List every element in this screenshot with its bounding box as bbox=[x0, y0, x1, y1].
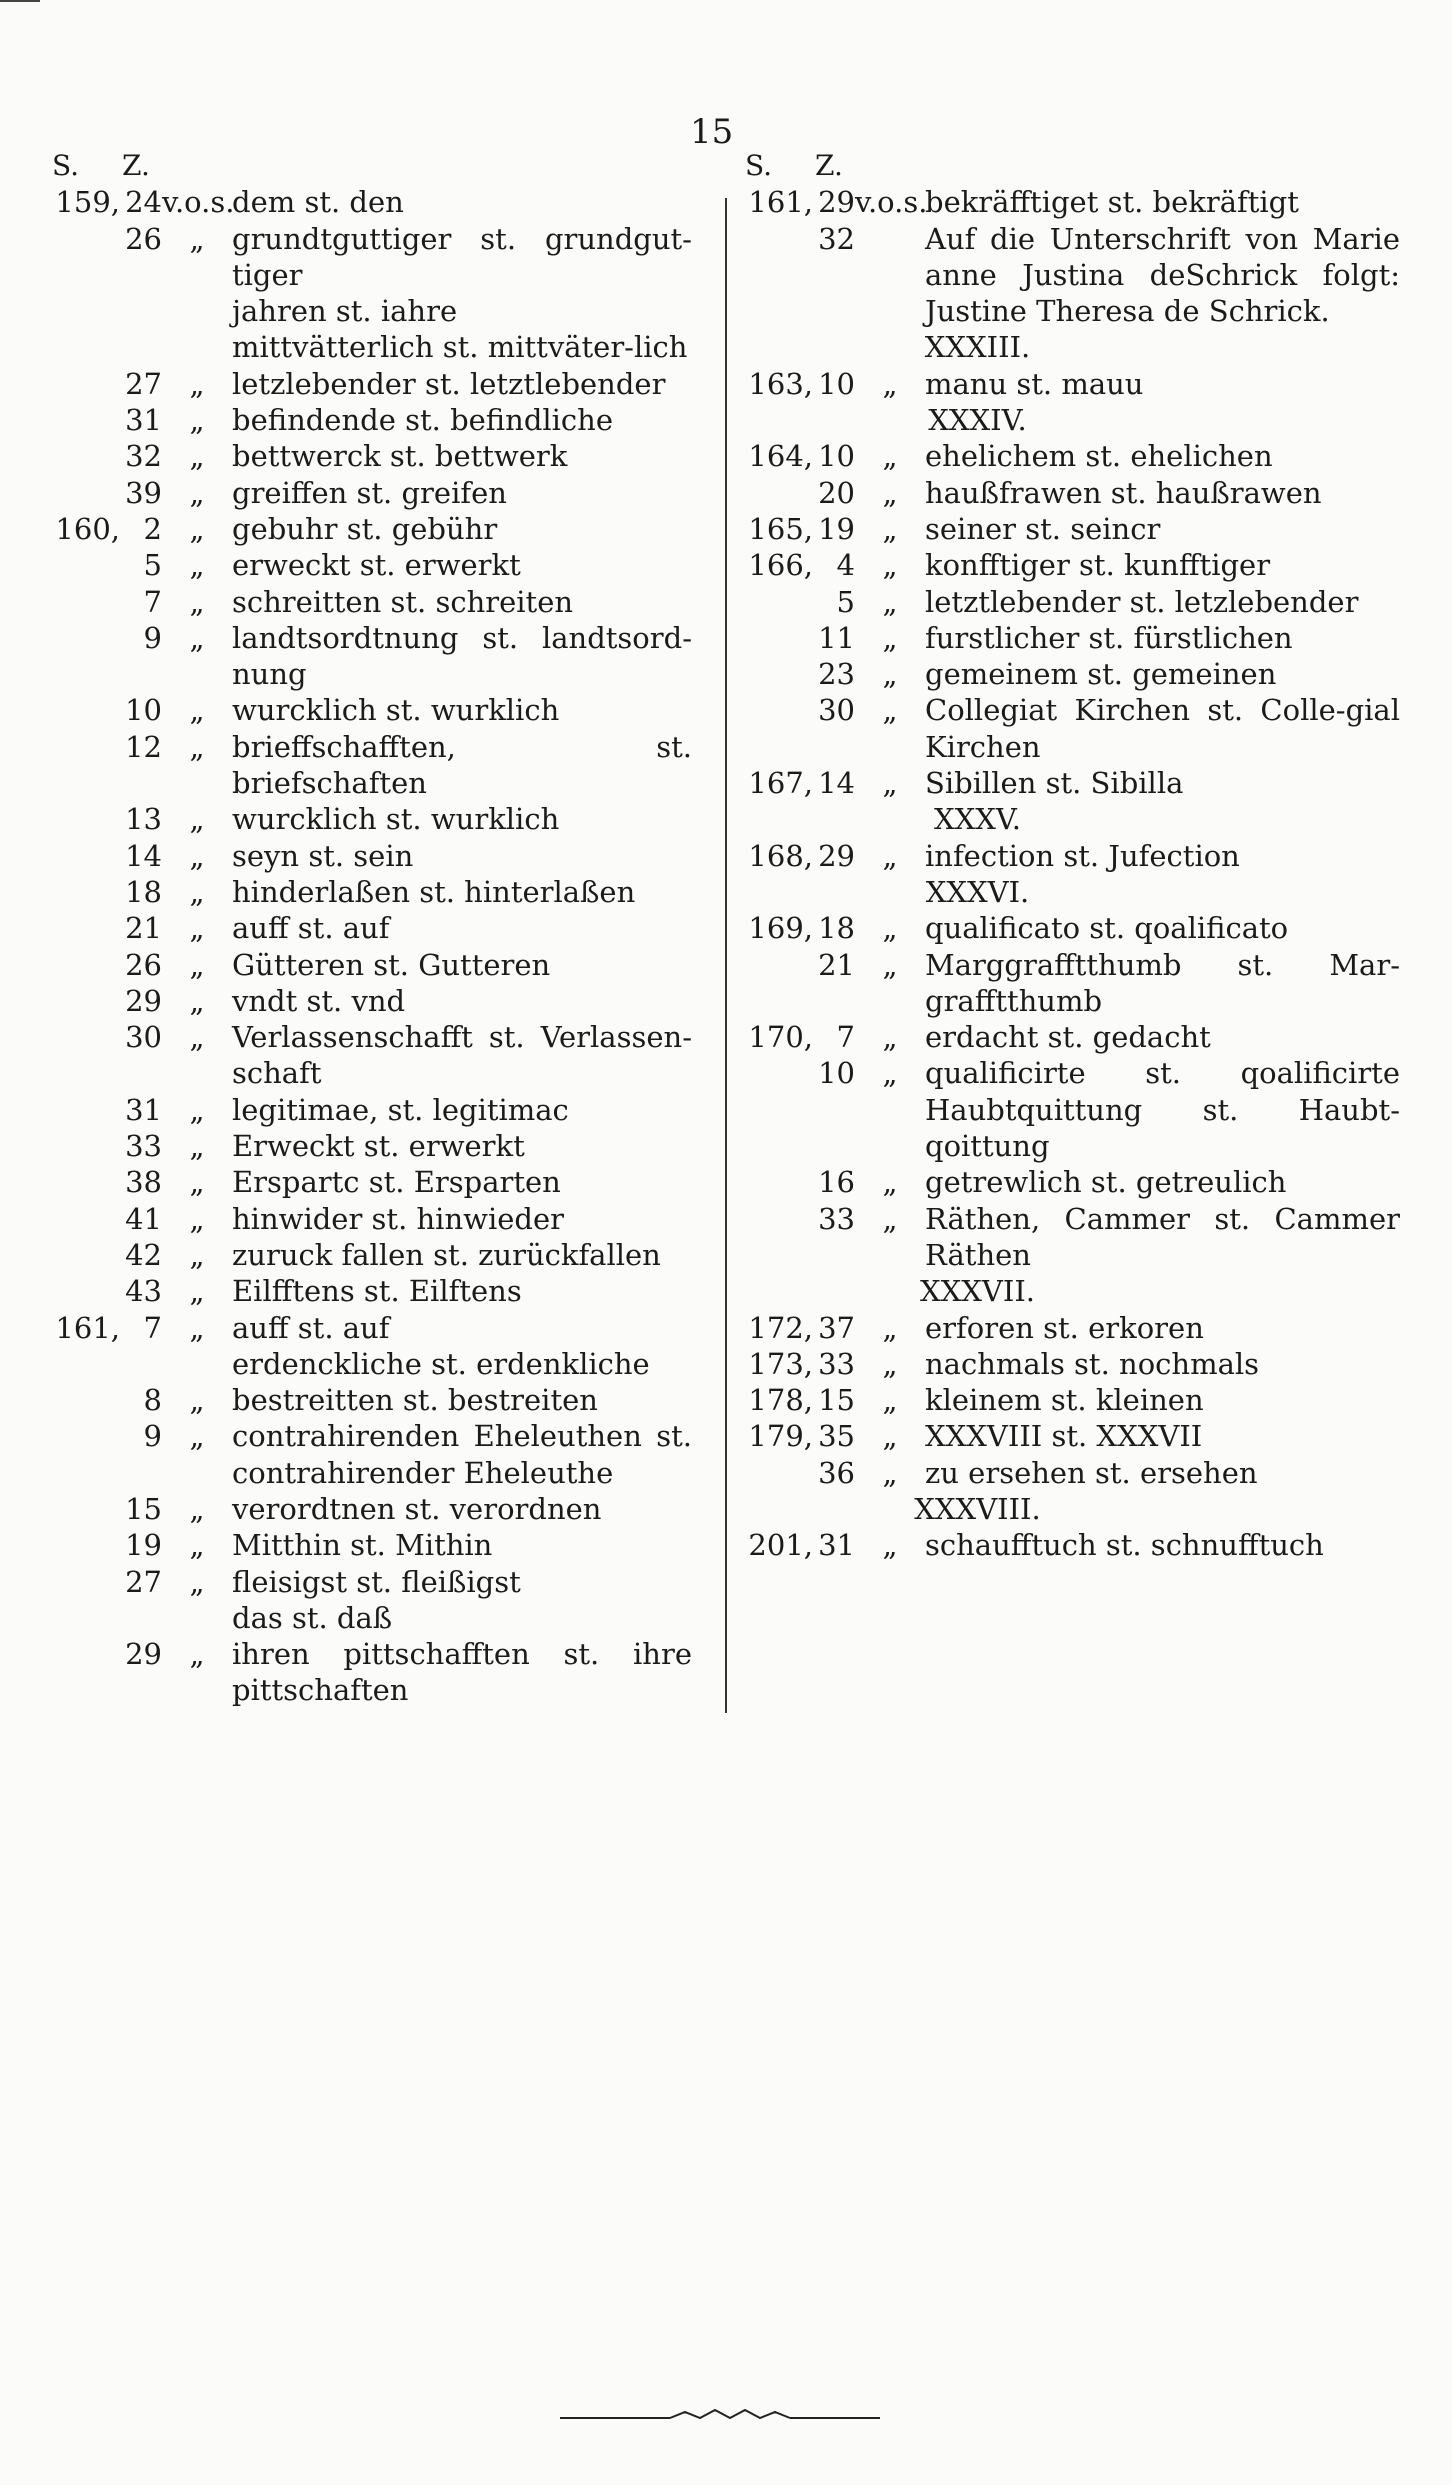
header-zeile: Z. bbox=[122, 149, 150, 182]
line-ref: 18 bbox=[818, 911, 855, 946]
line-ref: 39 bbox=[125, 475, 162, 510]
errata-entry bbox=[745, 1310, 1400, 1346]
line-ref: 14 bbox=[125, 838, 162, 873]
errata-entry bbox=[745, 511, 1400, 547]
correction-text: bestreitten st. bestreiten bbox=[232, 1383, 598, 1418]
line-ref: 8 bbox=[143, 1383, 162, 1418]
line-ref: 37 bbox=[818, 1310, 855, 1345]
line-ref: 23 bbox=[818, 657, 855, 692]
ditto-mark: „ bbox=[189, 1129, 205, 1164]
line-ref: 26 bbox=[125, 221, 162, 256]
line-ref: 9 bbox=[143, 1419, 162, 1454]
line-ref: 30 bbox=[818, 693, 855, 728]
line-ref: 30 bbox=[125, 1020, 162, 1055]
correction-text: erdenckliche st. erdenkliche bbox=[232, 1346, 650, 1381]
section-heading bbox=[745, 1273, 1400, 1309]
errata-column-left bbox=[52, 148, 692, 1709]
ditto-mark: „ bbox=[882, 1056, 898, 1091]
correction-text: wurcklich st. wurklich bbox=[232, 693, 560, 728]
line-ref: 31 bbox=[125, 1092, 162, 1127]
line-ref: 16 bbox=[818, 1165, 855, 1200]
correction-text: befindende st. befindliche bbox=[232, 403, 614, 438]
line-ref: 36 bbox=[818, 1455, 855, 1490]
line-ref: 29 bbox=[818, 185, 855, 220]
line-ref: 32 bbox=[125, 439, 162, 474]
errata-entry bbox=[52, 692, 692, 728]
errata-entry bbox=[745, 620, 1400, 656]
line-ref: 27 bbox=[125, 1564, 162, 1599]
line-ref: 21 bbox=[818, 947, 855, 982]
correction-text: Erweckt st. erwerkt bbox=[232, 1129, 525, 1164]
correction-text: Gütteren st. Gutteren bbox=[232, 947, 551, 982]
correction-text: wurcklich st. wurklich bbox=[232, 802, 560, 837]
errata-entry bbox=[52, 801, 692, 837]
ditto-mark: „ bbox=[882, 1528, 898, 1563]
errata-list-right bbox=[745, 184, 1400, 1563]
ditto-mark: „ bbox=[189, 1419, 205, 1454]
ditto-mark: „ bbox=[189, 548, 205, 583]
correction-text: fleisigst st. fleißigst bbox=[232, 1564, 521, 1599]
errata-entry bbox=[52, 475, 692, 511]
errata-entry bbox=[52, 1600, 692, 1636]
ditto-mark: „ bbox=[189, 1165, 205, 1200]
ditto-mark: „ bbox=[189, 1310, 205, 1345]
line-ref: 4 bbox=[836, 548, 855, 583]
errata-entry bbox=[745, 1418, 1400, 1454]
correction-text: getrewlich st. getreulich bbox=[925, 1165, 1287, 1200]
ditto-mark: „ bbox=[882, 766, 898, 801]
ditto-mark: „ bbox=[882, 693, 898, 728]
line-ref: 35 bbox=[818, 1419, 855, 1454]
errata-entry bbox=[745, 1346, 1400, 1382]
page-ref: 159, bbox=[55, 185, 120, 220]
line-ref: 31 bbox=[125, 403, 162, 438]
page-ref: 163, bbox=[748, 366, 813, 401]
errata-entry bbox=[745, 547, 1400, 583]
errata-entry bbox=[745, 184, 1400, 220]
page-ref: 178, bbox=[748, 1383, 813, 1418]
line-ref: 29 bbox=[818, 838, 855, 873]
correction-text: vndt st. vnd bbox=[232, 983, 406, 1018]
correction-text: letzlebender st. letztlebender bbox=[232, 366, 666, 401]
errata-entry bbox=[52, 1092, 692, 1128]
line-ref: 2 bbox=[143, 511, 162, 546]
ditto-mark: „ bbox=[189, 1020, 205, 1055]
errata-entry bbox=[745, 1455, 1400, 1491]
line-ref: 10 bbox=[818, 1056, 855, 1091]
correction-text: auff st. auf bbox=[232, 1310, 390, 1345]
correction-text: seiner st. seincr bbox=[925, 511, 1161, 546]
ditto-mark: „ bbox=[882, 620, 898, 655]
correction-text: erweckt st. erwerkt bbox=[232, 548, 521, 583]
page-ref: 173, bbox=[748, 1346, 813, 1381]
correction-text: haußfrawen st. haußrawen bbox=[925, 475, 1322, 510]
errata-entry bbox=[745, 765, 1400, 801]
correction-text: bettwerck st. bettwerk bbox=[232, 439, 568, 474]
line-ref: 33 bbox=[818, 1346, 855, 1381]
errata-entry bbox=[52, 1527, 692, 1563]
ditto-mark: „ bbox=[189, 366, 205, 401]
ditto-mark: „ bbox=[189, 1201, 205, 1236]
page-ref: 168, bbox=[748, 838, 813, 873]
correction-text: Mitthin st. Mithin bbox=[232, 1528, 493, 1563]
line-ref: 27 bbox=[125, 366, 162, 401]
line-ref: 42 bbox=[125, 1237, 162, 1272]
correction-text: legitimae, st. legitimac bbox=[232, 1092, 569, 1127]
ditto-mark: „ bbox=[189, 693, 205, 728]
errata-entry bbox=[52, 1128, 692, 1164]
correction-text: Collegiat Kirchen st. Colle-gial Kirchen bbox=[925, 693, 1400, 764]
errata-entry bbox=[745, 692, 1400, 765]
errata-entry bbox=[745, 656, 1400, 692]
ditto-mark: „ bbox=[189, 947, 205, 982]
errata-entry bbox=[52, 1418, 692, 1491]
ditto-mark: „ bbox=[882, 584, 898, 619]
section-heading bbox=[745, 329, 1400, 365]
correction-text: bekräfftiget st. bekräftigt bbox=[925, 185, 1299, 220]
line-ref: 5 bbox=[836, 584, 855, 619]
errata-list-left bbox=[52, 184, 692, 1708]
errata-entry bbox=[52, 366, 692, 402]
correction-text: XXXVIII st. XXXVII bbox=[925, 1419, 1203, 1454]
section-heading bbox=[745, 801, 1400, 837]
line-ref: 12 bbox=[125, 729, 162, 764]
ditto-mark: „ bbox=[189, 874, 205, 909]
ditto-mark: „ bbox=[189, 511, 205, 546]
correction-text: kleinem st. kleinen bbox=[925, 1383, 1204, 1418]
correction-text: mittvätterlich st. mittväter-lich bbox=[232, 330, 688, 365]
line-ref: 5 bbox=[143, 548, 162, 583]
line-ref: 10 bbox=[818, 366, 855, 401]
line-ref: 24 bbox=[125, 185, 162, 220]
ditto-mark: „ bbox=[882, 1419, 898, 1454]
line-ref: 19 bbox=[818, 511, 855, 546]
ditto-mark: „ bbox=[882, 475, 898, 510]
ditto-mark: „ bbox=[882, 1165, 898, 1200]
ditto-mark: „ bbox=[882, 1310, 898, 1345]
line-ref: 10 bbox=[125, 693, 162, 728]
errata-entry bbox=[52, 547, 692, 583]
ditto-mark: „ bbox=[189, 403, 205, 438]
section-numeral: XXXV. bbox=[933, 802, 1022, 837]
errata-entry bbox=[52, 1346, 692, 1382]
ditto-mark: „ bbox=[189, 1274, 205, 1309]
correction-text: hinderlaßen st. hinterlaßen bbox=[232, 874, 636, 909]
correction-text: Auf die Unterschrift von Marie anne Justina deSchrick folgt: Justine Theresa de Schrick. bbox=[925, 221, 1400, 329]
errata-entry bbox=[52, 1564, 692, 1600]
errata-entry bbox=[52, 1237, 692, 1273]
correction-text: konfftiger st. kunfftiger bbox=[925, 548, 1271, 583]
errata-entry bbox=[52, 221, 692, 294]
ditto-mark: „ bbox=[189, 1092, 205, 1127]
correction-text: greiffen st. greifen bbox=[232, 475, 507, 510]
ditto-mark: „ bbox=[882, 548, 898, 583]
errata-entry bbox=[52, 983, 692, 1019]
correction-text: zu ersehen st. ersehen bbox=[925, 1455, 1258, 1490]
errata-entry bbox=[745, 584, 1400, 620]
page-ref: 169, bbox=[748, 911, 813, 946]
errata-entry bbox=[52, 329, 692, 365]
line-ref: 31 bbox=[818, 1528, 855, 1563]
section-numeral: XXXVI. bbox=[925, 874, 1030, 909]
end-ornament bbox=[560, 2406, 880, 2430]
line-ref: 15 bbox=[818, 1383, 855, 1418]
errata-entry bbox=[745, 1055, 1400, 1164]
errata-entry bbox=[745, 438, 1400, 474]
correction-text: jahren st. iahre bbox=[232, 294, 458, 329]
ditto-mark: „ bbox=[189, 1637, 205, 1672]
errata-entry bbox=[52, 402, 692, 438]
correction-text: auff st. auf bbox=[232, 911, 390, 946]
correction-text: ihren pittschafften st. ihre pittschaften bbox=[232, 1637, 692, 1708]
ditto-mark: „ bbox=[882, 439, 898, 474]
correction-text: erforen st. erkoren bbox=[925, 1310, 1204, 1345]
correction-text: verordtnen st. verordnen bbox=[232, 1491, 602, 1526]
correction-text: qualificirte st. qoalificirte Haubtquittung st. Haubt-qoittung bbox=[925, 1056, 1400, 1164]
section-numeral: XXXVII. bbox=[919, 1274, 1035, 1309]
ditto-mark: „ bbox=[189, 911, 205, 946]
section-numeral: XXXIII. bbox=[924, 330, 1031, 365]
line-ref: 11 bbox=[818, 620, 855, 655]
line-ref: 32 bbox=[818, 221, 855, 256]
line-ref: 29 bbox=[125, 983, 162, 1018]
correction-text: nachmals st. nochmals bbox=[925, 1346, 1260, 1381]
line-ref: 14 bbox=[818, 766, 855, 801]
line-ref: 21 bbox=[125, 911, 162, 946]
ditto-mark: „ bbox=[882, 838, 898, 873]
correction-text: furstlicher st. fürstlichen bbox=[925, 620, 1293, 655]
ditto-mark: „ bbox=[882, 511, 898, 546]
line-ref: 7 bbox=[143, 584, 162, 619]
errata-entry bbox=[52, 947, 692, 983]
section-numeral: XXXIV. bbox=[928, 403, 1027, 438]
line-ref: 15 bbox=[125, 1491, 162, 1526]
errata-entry bbox=[745, 910, 1400, 946]
correction-text: schreitten st. schreiten bbox=[232, 584, 574, 619]
ditto-mark: „ bbox=[189, 1237, 205, 1272]
errata-entry bbox=[52, 1273, 692, 1309]
ditto-mark: „ bbox=[882, 1383, 898, 1418]
errata-entry bbox=[52, 729, 692, 802]
ditto-mark: „ bbox=[882, 911, 898, 946]
correction-text: gemeinem st. gemeinen bbox=[925, 657, 1277, 692]
ditto-mark: „ bbox=[882, 1201, 898, 1236]
ditto-mark: „ bbox=[189, 1491, 205, 1526]
page-ref: 167, bbox=[748, 766, 813, 801]
correction-text: seyn st. sein bbox=[232, 838, 414, 873]
correction-text: qualificato st. qoalificato bbox=[925, 911, 1289, 946]
line-ref: 19 bbox=[125, 1528, 162, 1563]
errata-entry bbox=[745, 1164, 1400, 1200]
errata-entry bbox=[52, 874, 692, 910]
correction-text: zuruck fallen st. zurückfallen bbox=[232, 1237, 661, 1272]
page-ref: 201, bbox=[748, 1528, 813, 1563]
correction-text: Räthen, Cammer st. Cammer Räthen bbox=[925, 1201, 1400, 1272]
ditto-mark: „ bbox=[189, 439, 205, 474]
errata-entry bbox=[745, 475, 1400, 511]
errata-entry bbox=[52, 1636, 692, 1709]
page-ref: 166, bbox=[748, 548, 813, 583]
correction-text: grundtguttiger st. grundgut-tiger bbox=[232, 221, 692, 292]
errata-entry bbox=[52, 584, 692, 620]
section-numeral: XXXVIII. bbox=[914, 1491, 1041, 1526]
section-heading bbox=[745, 874, 1400, 910]
ditto-mark: „ bbox=[189, 1528, 205, 1563]
correction-text: Erspartc st. Ersparten bbox=[232, 1165, 561, 1200]
line-ref: 41 bbox=[125, 1201, 162, 1236]
line-ref: 20 bbox=[818, 475, 855, 510]
line-ref: 33 bbox=[818, 1201, 855, 1236]
errata-entry bbox=[52, 1310, 692, 1346]
errata-entry bbox=[52, 438, 692, 474]
correction-text: hinwider st. hinwieder bbox=[232, 1201, 564, 1236]
errata-entry bbox=[745, 221, 1400, 330]
ditto-mark: „ bbox=[189, 983, 205, 1018]
line-ref: 7 bbox=[836, 1020, 855, 1055]
ditto-mark: v.o.s. bbox=[855, 185, 928, 220]
correction-text: Eilfftens st. Eilftens bbox=[232, 1274, 522, 1309]
line-ref: 9 bbox=[143, 620, 162, 655]
correction-text: Marggrafftthumb st. Mar-grafftthumb bbox=[925, 947, 1400, 1018]
ditto-mark: v.o.s. bbox=[162, 185, 235, 220]
correction-text: das st. daß bbox=[232, 1600, 393, 1635]
header-seite: S. bbox=[52, 149, 80, 182]
correction-text: erdacht st. gedacht bbox=[925, 1020, 1211, 1055]
correction-text: infection st. Jufection bbox=[925, 838, 1240, 873]
ditto-mark: „ bbox=[189, 221, 205, 256]
header-seite: S. bbox=[745, 149, 773, 182]
ditto-mark: „ bbox=[189, 729, 205, 764]
errata-entry bbox=[745, 1019, 1400, 1055]
column-header bbox=[52, 148, 692, 184]
correction-text: landtsordtnung st. landtsord-nung bbox=[232, 620, 692, 692]
errata-entry bbox=[745, 1201, 1400, 1274]
errata-column-right bbox=[745, 148, 1400, 1564]
errata-entry bbox=[52, 838, 692, 874]
correction-text: dem st. den bbox=[232, 185, 404, 220]
correction-text: schaufftuch st. schnufftuch bbox=[925, 1528, 1324, 1563]
correction-text: letztlebender st. letzlebender bbox=[925, 584, 1359, 619]
page-ref: 170, bbox=[748, 1020, 813, 1055]
page-ref: 172, bbox=[748, 1310, 813, 1345]
top-edge-rule bbox=[0, 0, 40, 2]
errata-entry bbox=[52, 1019, 692, 1092]
page-ref: 161, bbox=[748, 185, 813, 220]
line-ref: 7 bbox=[143, 1310, 162, 1345]
column-header bbox=[745, 148, 1400, 184]
correction-text: contrahirenden Eheleuthen st. contrahirender Eheleuthe bbox=[232, 1419, 692, 1490]
ditto-mark: „ bbox=[189, 1383, 205, 1418]
errata-entry bbox=[52, 1382, 692, 1418]
page-ref: 160, bbox=[55, 511, 120, 546]
ditto-mark: „ bbox=[189, 1564, 205, 1599]
ditto-mark: „ bbox=[882, 1346, 898, 1381]
errata-entry bbox=[52, 1491, 692, 1527]
page-ref: 161, bbox=[55, 1310, 120, 1345]
correction-text: Sibillen st. Sibilla bbox=[925, 766, 1184, 801]
correction-text: Verlassenschafft st. Verlassen-schaft bbox=[232, 1020, 692, 1091]
correction-text: brieffschafften, st. briefschaften bbox=[232, 729, 692, 801]
line-ref: 43 bbox=[125, 1274, 162, 1309]
ditto-mark: „ bbox=[189, 620, 205, 655]
ditto-mark: „ bbox=[882, 1455, 898, 1490]
errata-entry bbox=[745, 1527, 1400, 1563]
line-ref: 29 bbox=[125, 1637, 162, 1672]
errata-entry bbox=[52, 1164, 692, 1200]
ditto-mark: „ bbox=[189, 802, 205, 837]
page-ref: 179, bbox=[748, 1419, 813, 1454]
errata-entry bbox=[52, 293, 692, 329]
errata-entry bbox=[745, 838, 1400, 874]
ditto-mark: „ bbox=[189, 838, 205, 873]
errata-entry bbox=[745, 1382, 1400, 1418]
correction-text: gebuhr st. gebühr bbox=[232, 511, 498, 546]
errata-entry bbox=[52, 184, 692, 220]
ditto-mark: „ bbox=[189, 475, 205, 510]
header-zeile: Z. bbox=[815, 149, 843, 182]
ditto-mark: „ bbox=[882, 1020, 898, 1055]
line-ref: 10 bbox=[818, 439, 855, 474]
ditto-mark: „ bbox=[882, 366, 898, 401]
errata-entry bbox=[52, 511, 692, 547]
line-ref: 26 bbox=[125, 947, 162, 982]
correction-text: ehelichem st. ehelichen bbox=[925, 439, 1273, 474]
errata-entry bbox=[52, 1201, 692, 1237]
line-ref: 33 bbox=[125, 1129, 162, 1164]
page-number: 15 bbox=[690, 112, 734, 152]
page-ref: 165, bbox=[748, 511, 813, 546]
line-ref: 18 bbox=[125, 874, 162, 909]
ditto-mark: „ bbox=[189, 584, 205, 619]
errata-entry bbox=[52, 910, 692, 946]
page-ref: 164, bbox=[748, 439, 813, 474]
section-heading bbox=[745, 402, 1400, 438]
line-ref: 38 bbox=[125, 1165, 162, 1200]
ditto-mark: „ bbox=[882, 657, 898, 692]
ditto-mark: „ bbox=[882, 947, 898, 982]
section-heading bbox=[745, 1491, 1400, 1527]
errata-entry bbox=[52, 620, 692, 693]
line-ref: 13 bbox=[125, 802, 162, 837]
column-divider bbox=[725, 198, 727, 1713]
errata-entry bbox=[745, 947, 1400, 1020]
correction-text: manu st. mauu bbox=[925, 366, 1144, 401]
errata-entry bbox=[745, 366, 1400, 402]
